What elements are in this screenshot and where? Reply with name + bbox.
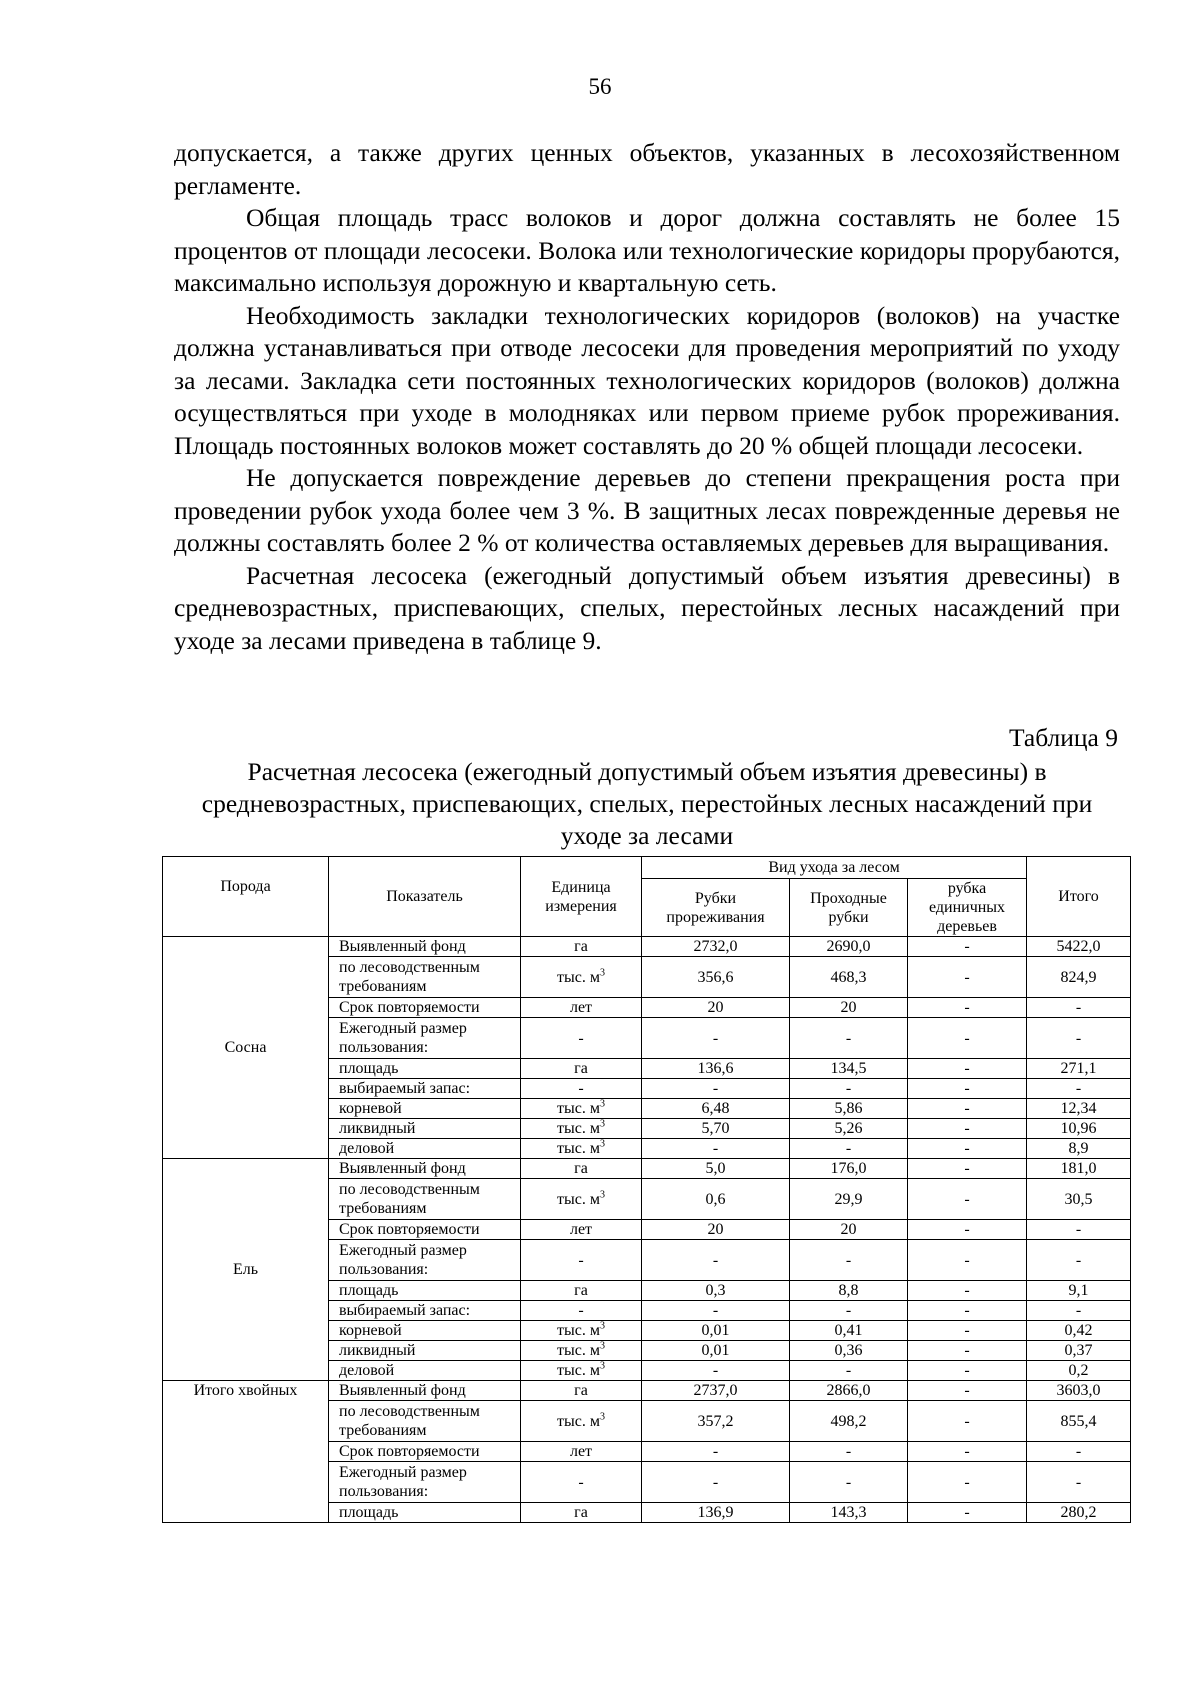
value-cell: 280,2 [1027,1503,1131,1523]
value-cell: - [908,1361,1027,1381]
table-row [163,937,1131,957]
indicator-cell: Срок повторяемости [329,1442,521,1462]
unit-text: га [574,1282,588,1299]
unit-text: - [578,1473,584,1491]
value-cell: - [642,1139,790,1159]
value-cell: - [908,1018,1027,1059]
value-cell: - [1027,1240,1131,1281]
unit-cell [521,1462,642,1503]
header-thinning: Рубки прореживания [642,879,790,937]
value-cell: - [908,1139,1027,1159]
value-cell: - [908,1321,1027,1341]
value-cell: 855,4 [1027,1401,1131,1442]
unit-text: - [578,1251,584,1269]
value-cell: 8,8 [790,1281,908,1301]
value-cell: - [790,1462,908,1503]
value-cell: - [790,1301,908,1321]
value-cell: 2732,0 [642,937,790,957]
value-cell: 30,5 [1027,1179,1131,1220]
indicator-cell: корневой [329,1099,521,1119]
breed-cell: Итого хвойных [163,1381,329,1523]
value-cell: 143,3 [790,1503,908,1523]
unit-cell [521,998,642,1018]
unit-text: га [574,1382,588,1399]
header-breed: Порода [163,857,329,937]
value-cell: 0,36 [790,1341,908,1361]
unit-cell [521,1301,642,1321]
value-cell: - [642,1301,790,1321]
value-cell: - [790,1139,908,1159]
indicator-cell: площадь [329,1281,521,1301]
value-cell: 2866,0 [790,1381,908,1401]
value-cell: - [908,937,1027,957]
indicator-cell: Выявленный фонд [329,1159,521,1179]
unit-superscript: 3 [599,967,605,979]
unit-text: тыс. м [557,1322,600,1339]
unit-text: га [574,1060,588,1077]
value-cell: - [908,1442,1027,1462]
indicator-cell: площадь [329,1503,521,1523]
value-cell: - [1027,1018,1131,1059]
header-passage: Проходные рубки [790,879,908,937]
paragraph: Не допускается повреждение деревьев до степени прекращения роста при проведении рубок ухода более чем 3 %. В защитных лесах поврежденные деревья не должны составлять более 2 % от количества оставляемых деревьев для выращивания. [174,463,1120,557]
value-cell: - [642,1361,790,1381]
value-cell: - [908,1401,1027,1442]
value-cell: - [790,1240,908,1281]
indicator-cell: ликвидный [329,1341,521,1361]
value-cell: 824,9 [1027,957,1131,998]
value-cell: - [908,1099,1027,1119]
unit-text: лет [569,1221,593,1238]
data-table [162,856,1131,1523]
value-cell: - [1027,1220,1131,1240]
unit-cell [521,957,642,998]
table-header [163,857,1131,937]
value-cell: 5,26 [790,1119,908,1139]
unit-text: тыс. м [557,1362,600,1379]
body-text [174,137,1120,657]
unit-text: га [574,1504,588,1521]
unit-cell [521,937,642,957]
value-cell: 0,01 [642,1321,790,1341]
indicator-cell: Ежегодный размер пользования: [329,1018,521,1059]
unit-superscript: 3 [599,1320,605,1332]
value-cell: - [642,1442,790,1462]
value-cell: - [790,1442,908,1462]
value-cell: 0,6 [642,1179,790,1220]
value-cell: 0,2 [1027,1361,1131,1381]
value-cell: 136,6 [642,1059,790,1079]
value-cell: 3603,0 [1027,1381,1131,1401]
table-body [163,937,1131,1523]
unit-superscript: 3 [599,1360,605,1372]
value-cell: 0,41 [790,1321,908,1341]
value-cell: 20 [642,998,790,1018]
page-number: 56 [588,74,612,99]
table-row [163,1381,1131,1401]
value-cell: 0,3 [642,1281,790,1301]
indicator-cell: деловой [329,1361,521,1381]
unit-cell [521,1059,642,1079]
unit-cell [521,1240,642,1281]
unit-cell [521,1139,642,1159]
value-cell: 181,0 [1027,1159,1131,1179]
unit-cell [521,1361,642,1381]
value-cell: - [908,1119,1027,1139]
header-single: рубка единичных деревьев [908,879,1027,937]
value-cell: - [642,1079,790,1099]
unit-cell [521,1281,642,1301]
unit-superscript: 3 [599,1411,605,1423]
unit-cell [521,1179,642,1220]
value-cell: - [908,998,1027,1018]
value-cell: - [1027,1079,1131,1099]
unit-cell [521,1119,642,1139]
unit-text: лет [569,1443,593,1460]
value-cell: - [908,1341,1027,1361]
value-cell: 0,42 [1027,1321,1131,1341]
paragraph: Общая площадь трасс волоков и дорог должна составлять не более 15 процентов от площади лесосеки. Волока или технологические коридоры прорубаются, максимально используя дорожную и квартальную сеть. [174,203,1120,297]
value-cell: - [1027,1462,1131,1503]
value-cell: 468,3 [790,957,908,998]
indicator-cell: Выявленный фонд [329,1381,521,1401]
value-cell: 5422,0 [1027,937,1131,957]
value-cell: - [908,957,1027,998]
unit-text: га [574,1160,588,1177]
paragraph: Расчетная лесосека (ежегодный допустимый объем изъятия древесины) в средневозрастных, приспевающих, спелых, перестойных лесных насаждений при уходе за лесами приведена в таблице 9. [174,560,1120,655]
indicator-cell: корневой [329,1321,521,1341]
value-cell: 136,9 [642,1503,790,1523]
unit-text: тыс. м [557,1412,600,1430]
unit-text: тыс. м [557,1342,600,1359]
value-cell: - [790,1079,908,1099]
value-cell: - [908,1301,1027,1321]
unit-text: - [578,1080,584,1097]
value-cell: - [908,1240,1027,1281]
value-cell: 2737,0 [642,1381,790,1401]
indicator-cell: по лесоводственным требованиям [329,957,521,998]
value-cell: 20 [642,1220,790,1240]
value-cell: - [642,1240,790,1281]
value-cell: 5,0 [642,1159,790,1179]
indicator-cell: Ежегодный размер пользования: [329,1240,521,1281]
value-cell: - [908,1503,1027,1523]
unit-cell [521,1159,642,1179]
value-cell: - [908,1220,1027,1240]
value-cell: - [1027,1442,1131,1462]
value-cell: - [642,1462,790,1503]
unit-text: - [578,1029,584,1047]
paragraph: допускается, а также других ценных объектов, указанных в лесохозяйственном регламенте. [174,138,1120,200]
value-cell: 6,48 [642,1099,790,1119]
unit-superscript: 3 [599,1118,605,1130]
value-cell: 357,2 [642,1401,790,1442]
value-cell: 0,01 [642,1341,790,1361]
unit-cell [521,1099,642,1119]
value-cell: 134,5 [790,1059,908,1079]
table-row [163,1159,1131,1179]
unit-superscript: 3 [599,1098,605,1110]
value-cell: - [908,1159,1027,1179]
header-unit: Единица измерения [521,857,642,937]
value-cell: 271,1 [1027,1059,1131,1079]
indicator-cell: Ежегодный размер пользования: [329,1462,521,1503]
value-cell: 356,6 [642,957,790,998]
unit-cell [521,1018,642,1059]
breed-cell: Сосна [163,937,329,1159]
unit-cell [521,1442,642,1462]
unit-superscript: 3 [599,1189,605,1201]
indicator-cell: выбираемый запас: [329,1301,521,1321]
value-cell: - [790,1361,908,1381]
unit-text: лет [569,999,593,1016]
value-cell: - [908,1079,1027,1099]
unit-cell [521,1079,642,1099]
value-cell: 2690,0 [790,937,908,957]
value-cell: - [908,1462,1027,1503]
value-cell: 9,1 [1027,1281,1131,1301]
header-indicator: Показатель [329,857,521,937]
header-care-type: Вид ухода за лесом [642,857,1027,879]
value-cell: 12,34 [1027,1099,1131,1119]
header-total: Итого [1027,857,1131,937]
unit-cell [521,1503,642,1523]
breed-cell: Ель [163,1159,329,1381]
unit-text: тыс. м [557,1140,600,1157]
indicator-cell: Срок повторяемости [329,1220,521,1240]
unit-text: тыс. м [557,1190,600,1208]
unit-cell [521,1220,642,1240]
indicator-cell: деловой [329,1139,521,1159]
indicator-cell: по лесоводственным требованиям [329,1179,521,1220]
unit-superscript: 3 [599,1138,605,1150]
value-cell: 0,37 [1027,1341,1131,1361]
value-cell: 20 [790,998,908,1018]
table-title: Расчетная лесосека (ежегодный допустимый объем изъятия древесины) в средневозрастных, приспевающих, спелых, перестойных лесных насаждений при уходе за лесами [201,757,1093,850]
unit-superscript: 3 [599,1340,605,1352]
unit-cell [521,1401,642,1442]
value-cell: - [908,1179,1027,1220]
value-cell: - [1027,998,1131,1018]
indicator-cell: Выявленный фонд [329,937,521,957]
unit-text: тыс. м [557,968,600,986]
value-cell: - [642,1018,790,1059]
indicator-cell: выбираемый запас: [329,1079,521,1099]
paragraph: Необходимость закладки технологических коридоров (волоков) на участке должна устанавливаться при отводе лесосеки для проведения мероприятий по уходу за лесами. Закладка сети постоянных технологических коридоров (волоков) должна осуществляться при уходе в молодняках или первом приеме рубок прореживания. Площадь постоянных волоков может составлять до 20 % общей площади лесосеки. [174,300,1120,460]
unit-text: тыс. м [557,1120,600,1137]
unit-cell [521,1341,642,1361]
value-cell: - [908,1281,1027,1301]
unit-text: - [578,1302,584,1319]
value-cell: 5,70 [642,1119,790,1139]
value-cell: - [790,1018,908,1059]
indicator-cell: площадь [329,1059,521,1079]
value-cell: - [908,1059,1027,1079]
table-number: Таблица 9 [1008,723,1118,752]
value-cell: 5,86 [790,1099,908,1119]
value-cell: 8,9 [1027,1139,1131,1159]
unit-cell [521,1321,642,1341]
value-cell: 176,0 [790,1159,908,1179]
indicator-cell: Срок повторяемости [329,998,521,1018]
value-cell: 20 [790,1220,908,1240]
indicator-cell: ликвидный [329,1119,521,1139]
value-cell: - [908,1381,1027,1401]
unit-cell [521,1381,642,1401]
value-cell: - [1027,1301,1131,1321]
indicator-cell: по лесоводственным требованиям [329,1401,521,1442]
value-cell: 10,96 [1027,1119,1131,1139]
unit-text: тыс. м [557,1100,600,1117]
value-cell: 498,2 [790,1401,908,1442]
value-cell: 29,9 [790,1179,908,1220]
unit-text: га [574,938,588,955]
